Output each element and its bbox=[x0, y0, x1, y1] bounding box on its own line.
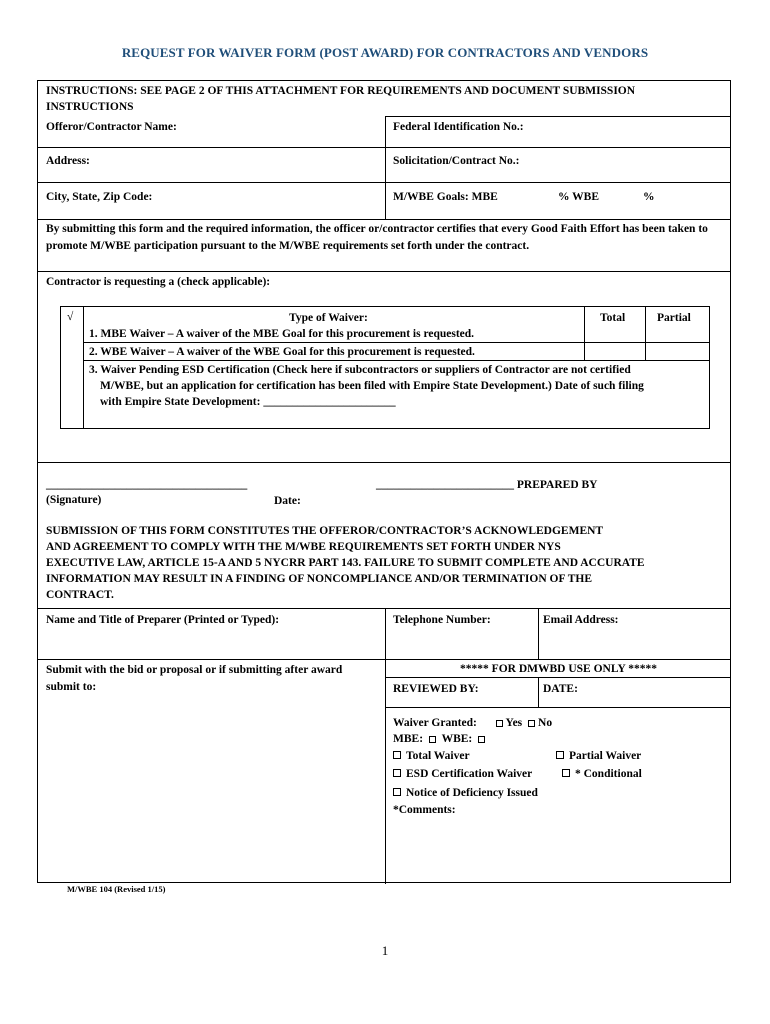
divider bbox=[38, 219, 730, 220]
esd-waiver-option[interactable] bbox=[393, 766, 532, 782]
goals-pct-label: % bbox=[643, 191, 655, 203]
acknowledgement-line-1: SUBMISSION OF THIS FORM CONSTITUTES THE OFFEROR/CONTRACTOR’S ACKNOWLEDGEMENT bbox=[46, 525, 604, 537]
signature-label: (Signature) bbox=[46, 494, 102, 506]
yes-label: Yes bbox=[505, 717, 523, 729]
prepared-by-line[interactable]: ________________________ PREPARED BY bbox=[376, 479, 598, 491]
mbe-label: MBE: bbox=[393, 733, 424, 745]
instructions: INSTRUCTIONS: SEE PAGE 2 OF THIS ATTACHMENT FOR REQUIREMENTS AND DOCUMENT SUBMISSION INSTRUCTIONS bbox=[46, 85, 636, 113]
form-title: REQUEST FOR WAIVER FORM (POST AWARD) FOR CONTRACTORS AND VENDORS bbox=[121, 45, 649, 60]
column-divider bbox=[83, 307, 84, 428]
email-field[interactable]: Email Address: bbox=[543, 614, 619, 626]
divider bbox=[38, 271, 730, 272]
partial-waiver-label: Partial Waiver bbox=[569, 750, 642, 762]
goals-mbe-label: M/WBE Goals: MBE bbox=[393, 191, 498, 203]
requesting-label: Contractor is requesting a (check applicable): bbox=[46, 276, 271, 288]
comments-field[interactable]: *Comments: bbox=[393, 804, 456, 816]
divider bbox=[38, 462, 730, 463]
divider bbox=[38, 608, 730, 609]
column-divider bbox=[645, 307, 646, 361]
yes-checkbox[interactable] bbox=[496, 720, 503, 727]
acknowledgement-line-2: AND AGREEMENT TO COMPLY WITH THE M/WBE REQUIREMENTS SET FORTH UNDER NYS bbox=[46, 541, 561, 553]
total-header: Total bbox=[600, 312, 626, 324]
column-divider bbox=[584, 307, 585, 361]
divider bbox=[84, 342, 709, 343]
certification-text: By submitting this form and the required information, the officer or/contractor certifies that every Good Faith Effort has been taken to promote M/WBE participation pursuant to the M/WBE requirements set forth under the contract. bbox=[46, 223, 708, 252]
divider bbox=[38, 659, 730, 660]
conditional-label: * Conditional bbox=[575, 768, 642, 780]
waiver-table bbox=[60, 306, 710, 429]
column-divider bbox=[385, 116, 386, 219]
notice-checkbox[interactable] bbox=[393, 788, 401, 796]
dmwbd-header: ***** FOR DMWBD USE ONLY ***** bbox=[460, 663, 657, 675]
signature-line[interactable]: ___________________________________ bbox=[46, 479, 248, 491]
esd-waiver-label: ESD Certification Waiver bbox=[406, 768, 533, 780]
divider bbox=[385, 677, 730, 678]
telephone-field[interactable]: Telephone Number: bbox=[393, 614, 491, 626]
divider bbox=[38, 147, 730, 148]
acknowledgement-line-3: EXECUTIVE LAW, ARTICLE 15-A AND 5 NYCRR PART 143. FAILURE TO SUBMIT COMPLETE AND ACCURATE bbox=[46, 557, 645, 569]
total-waiver-label: Total Waiver bbox=[406, 750, 470, 762]
date-label: Date: bbox=[274, 495, 301, 507]
federal-id-field[interactable]: Federal Identification No.: bbox=[393, 121, 524, 133]
partial-waiver-checkbox[interactable] bbox=[556, 751, 564, 759]
wbe-checkbox[interactable] bbox=[478, 736, 485, 743]
dmwbd-date-field[interactable]: DATE: bbox=[543, 683, 578, 695]
waiver-option-mbe[interactable]: 1. MBE Waiver – A waiver of the MBE Goal for this procurement is requested. bbox=[89, 328, 475, 340]
reviewed-by-field[interactable]: REVIEWED BY: bbox=[393, 683, 479, 695]
partial-header: Partial bbox=[657, 312, 691, 324]
no-label: No bbox=[538, 717, 553, 729]
esd-waiver-checkbox[interactable] bbox=[393, 769, 401, 777]
esd-filing-date-field[interactable]: with Empire State Development: _______________________ bbox=[100, 396, 396, 408]
submit-line-1: Submit with the bid or proposal or if submitting after award bbox=[46, 664, 343, 676]
wbe-label: WBE: bbox=[441, 733, 473, 745]
address-field[interactable]: Address: bbox=[46, 155, 90, 167]
divider bbox=[385, 707, 730, 708]
waiver-granted-row bbox=[393, 715, 552, 731]
no-checkbox[interactable] bbox=[528, 720, 535, 727]
city-state-zip-field[interactable]: City, State, Zip Code: bbox=[46, 191, 153, 203]
acknowledgement-line-4: INFORMATION MAY RESULT IN A FINDING OF NONCOMPLIANCE AND/OR TERMINATION OF THE bbox=[46, 573, 592, 585]
preparer-name-field[interactable]: Name and Title of Preparer (Printed or Typed): bbox=[46, 614, 280, 626]
divider bbox=[38, 182, 730, 183]
notice-label: Notice of Deficiency Issued bbox=[406, 787, 538, 799]
submit-line-2: submit to: bbox=[46, 681, 97, 693]
partial-waiver-option[interactable] bbox=[556, 748, 641, 764]
mbe-wbe-row bbox=[393, 731, 488, 747]
solicitation-field[interactable]: Solicitation/Contract No.: bbox=[393, 155, 520, 167]
check-header: √ bbox=[67, 311, 74, 323]
conditional-checkbox[interactable] bbox=[562, 769, 570, 777]
type-header: Type of Waiver: bbox=[289, 312, 368, 324]
waiver-option-wbe[interactable]: 2. WBE Waiver – A waiver of the WBE Goal for this procurement is requested. bbox=[89, 346, 475, 358]
conditional-option[interactable] bbox=[562, 766, 642, 782]
column-divider bbox=[538, 677, 539, 707]
form-code: M/WBE 104 (Revised 1/15) bbox=[67, 884, 166, 894]
waiver-option-esd-line2: M/WBE, but an application for certification has been filed with Empire State Development.) Date of such filing bbox=[100, 380, 644, 392]
notice-option[interactable] bbox=[393, 785, 538, 801]
page-number: 1 bbox=[381, 943, 389, 958]
column-divider bbox=[385, 608, 386, 884]
divider bbox=[385, 116, 730, 117]
waiver-granted-label: Waiver Granted: bbox=[393, 717, 477, 729]
goals-wbe-label: % WBE bbox=[558, 191, 600, 203]
total-waiver-checkbox[interactable] bbox=[393, 751, 401, 759]
form-box bbox=[37, 80, 731, 883]
total-waiver-option[interactable] bbox=[393, 748, 470, 764]
acknowledgement-line-5: CONTRACT. bbox=[46, 589, 114, 601]
divider bbox=[83, 360, 709, 361]
offeror-name-field[interactable]: Offeror/Contractor Name: bbox=[46, 121, 177, 133]
column-divider bbox=[538, 608, 539, 659]
mbe-checkbox[interactable] bbox=[429, 736, 436, 743]
waiver-option-esd[interactable]: 3. Waiver Pending ESD Certification (Check here if subcontractors or suppliers of Contractor are not certified bbox=[89, 364, 631, 376]
